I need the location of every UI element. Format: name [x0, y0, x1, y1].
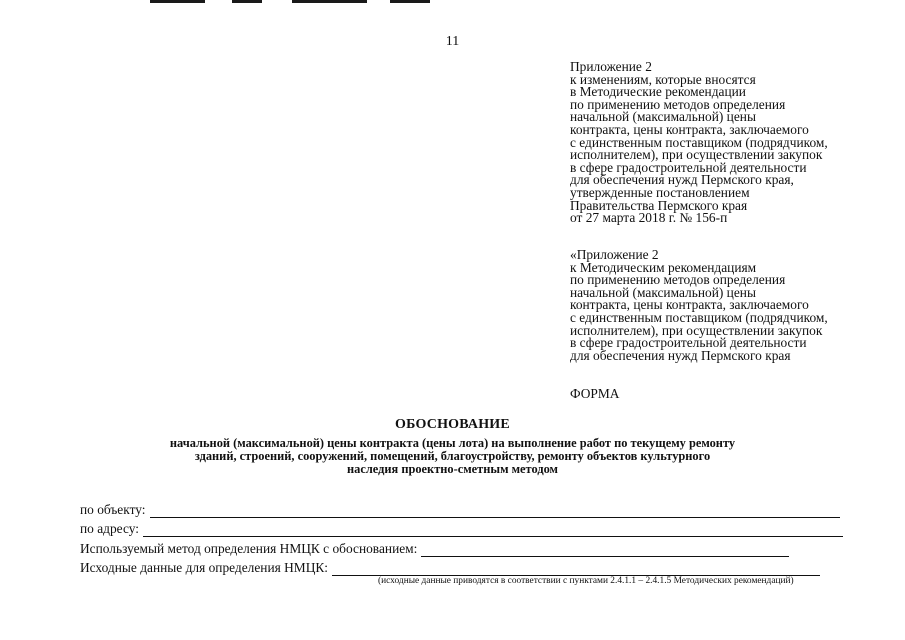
appendix-header-line: с единственным поставщиком (подрядчиком,	[570, 134, 828, 150]
appendix-header-line: исполнителем), при осуществлении закупок	[570, 147, 823, 163]
document-subtitle	[0, 437, 905, 477]
appendix-quote-line: начальной (максимальной) цены	[570, 284, 756, 300]
appendix-quote-line: для обеспечения нужд Пермского края	[570, 347, 791, 363]
appendix-header-line: для обеспечения нужд Пермского края,	[570, 172, 794, 188]
address-field	[80, 521, 843, 537]
object-field	[80, 502, 840, 518]
method-field-line[interactable]	[421, 544, 789, 557]
appendix-quote-line: «Приложение 2	[570, 247, 659, 262]
appendix-header-block	[570, 61, 828, 225]
page-number: 11	[445, 34, 460, 49]
method-field-label: Используемый метод определения НМЦК с обоснованием:	[80, 541, 418, 556]
appendix-quote-line: по применению методов определения	[570, 272, 786, 288]
method-field	[80, 541, 789, 557]
appendix-quote-line: с единственным поставщиком (подрядчиком,	[570, 309, 828, 325]
form-label: ФОРМА	[570, 386, 620, 401]
source-data-field	[80, 560, 820, 576]
source-data-footnote: (исходные данные приводятся в соответствии с пунктами 2.4.1.1 – 2.4.1.5 Методических рекомендаций)	[378, 576, 794, 586]
appendix-quote-block	[570, 249, 828, 362]
appendix-header-line: контракта, цены контракта, заключаемого	[570, 121, 809, 137]
appendix-header-line: Правительства Пермского края	[570, 197, 748, 213]
scan-edge-mark	[390, 0, 430, 3]
appendix-header-line: от 27 марта 2018 г. № 156-п	[570, 210, 728, 226]
scan-edge-mark	[292, 0, 367, 3]
subtitle-line: зданий, строений, сооружений, помещений, благоустройству, ремонту объектов культурного	[194, 449, 711, 464]
appendix-quote-line: к Методическим рекомендациям	[570, 259, 757, 275]
scan-edge-mark	[150, 0, 205, 3]
appendix-header-line: Приложение 2	[570, 59, 652, 74]
appendix-header-line: утвержденные постановлением	[570, 184, 750, 200]
object-field-line[interactable]	[150, 505, 840, 518]
appendix-header-line: в Методические рекомендации	[570, 84, 746, 100]
subtitle-line: начальной (максимальной) цены контракта (цены лота) на выполнение работ по текущему ремонту	[169, 436, 736, 450]
appendix-header-line: начальной (максимальной) цены	[570, 109, 756, 125]
appendix-header-line: к изменениям, которые вносятся	[570, 71, 756, 87]
appendix-quote-line: исполнителем), при осуществлении закупок	[570, 322, 823, 338]
source-data-field-label: Исходные данные для определения НМЦК:	[80, 560, 329, 575]
appendix-header-line: по применению методов определения	[570, 96, 786, 112]
appendix-quote-line: в сфере градостроительной деятельности	[570, 335, 807, 351]
object-field-label: по объекту:	[80, 502, 146, 517]
document-title: ОБОСНОВАНИЕ	[395, 417, 510, 432]
subtitle-line: наследия проектно-сметным методом	[347, 462, 558, 477]
address-field-line[interactable]	[143, 524, 843, 537]
appendix-quote-line: контракта, цены контракта, заключаемого	[570, 297, 809, 313]
scan-edge-mark	[232, 0, 262, 3]
appendix-header-line: в сфере градостроительной деятельности	[570, 159, 807, 175]
address-field-label: по адресу:	[80, 521, 139, 536]
source-data-field-line[interactable]	[332, 563, 820, 576]
